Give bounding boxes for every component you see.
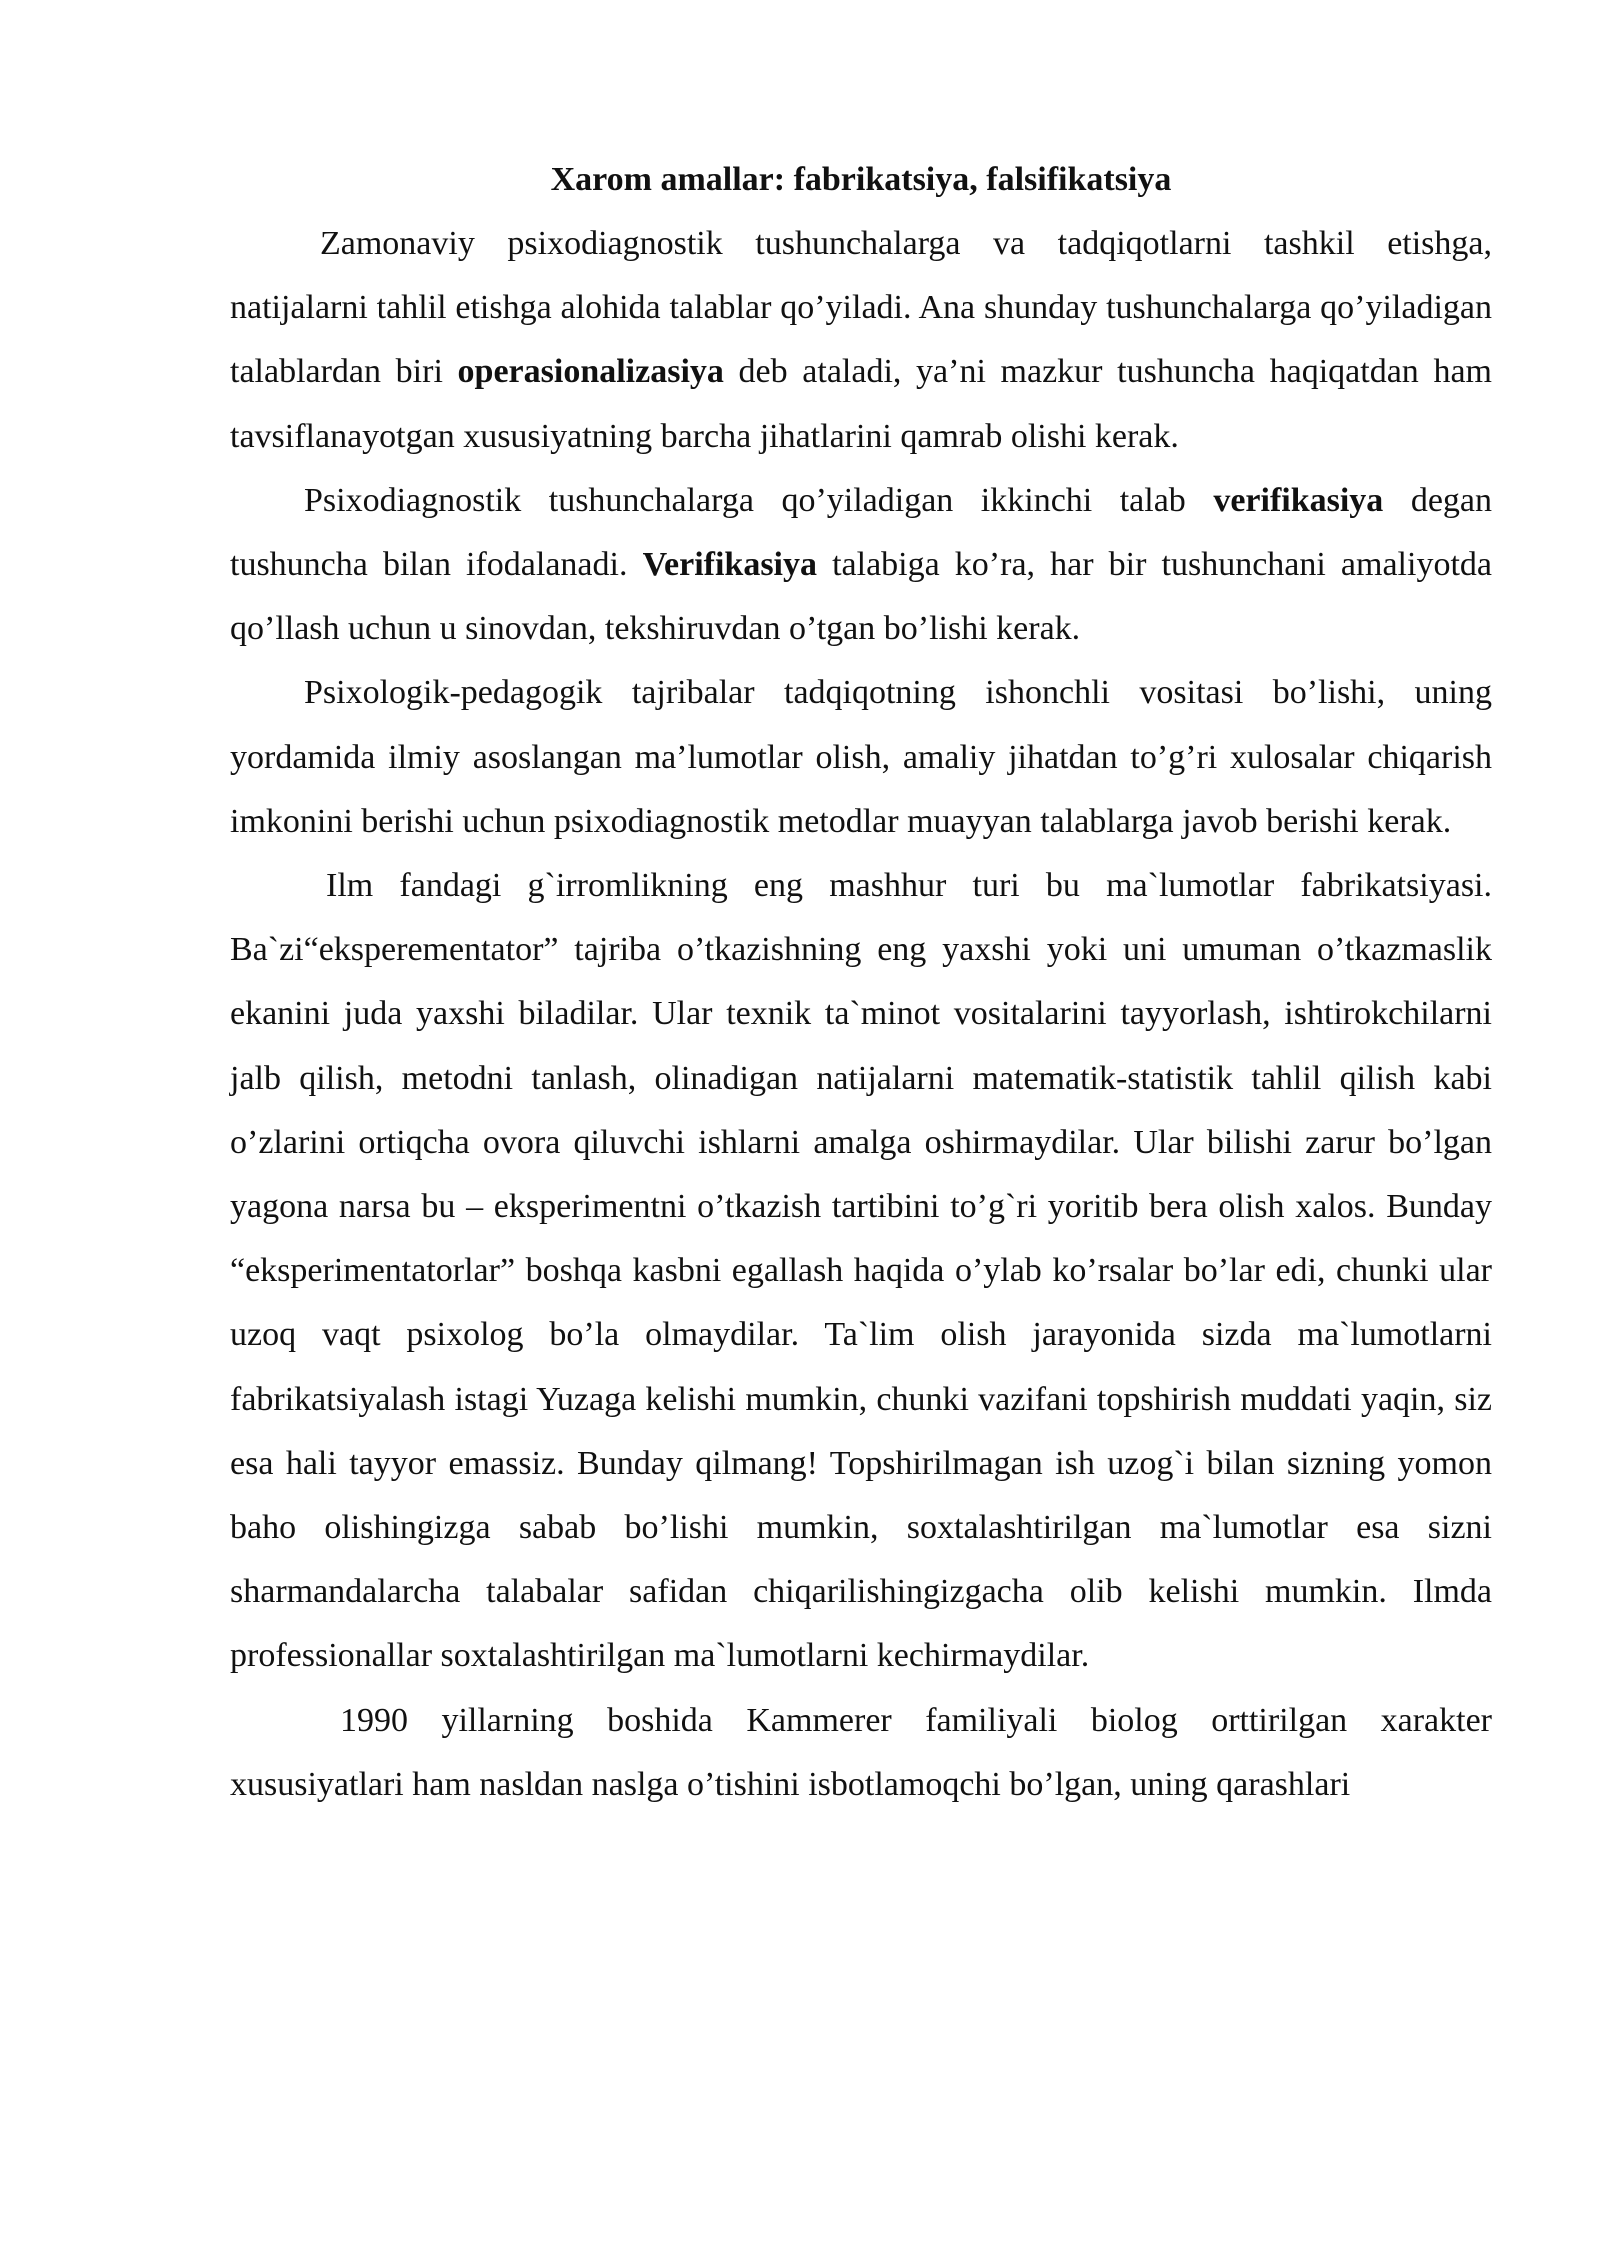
paragraph-requirements: Psixologik-pedagogik tajribalar tadqiqotning ishonchli vositasi bo’lishi, uning yordamida ilmiy asoslangan ma’lumotlar olish, amaliy jihatdan to’g’ri xulosalar chiqarish imkonini berishi uchun psixodiagnostik metodlar muayyan talablarga javob berishi kerak.: [230, 674, 1492, 840]
paragraph-text: deb ataladi, ya’ni mazkur tushuncha haqiqatdan ham tavsiflanayotgan xususiyatning barcha jihatlarini qamrab olishi kerak.: [230, 353, 1492, 455]
paragraph-text: talabiga ko’ra, har bir tushunchani amaliyotda qo’llash uchun u sinovdan, tekshiruvdan o’tgan bo’lishi kerak.: [230, 546, 1492, 648]
paragraph-verification: [230, 469, 1492, 662]
term-verifikasiya: verifikasiya: [1213, 481, 1384, 519]
paragraph-text: Zamonaviy psixodiagnostik tushunchalarga va tadqiqotlarni tashkil etishga, natijalarni tahlil etishga alohida talablar qo’yiladi. Ana shunday tushunchalarga qo’yiladigan talablardan biri: [230, 225, 1492, 391]
paragraph-text: degan tushuncha bilan ifodalanadi.: [230, 481, 1492, 584]
term-verifikasiya-second: Verifikasiya: [642, 546, 817, 584]
document-body: [230, 148, 1492, 1817]
paragraph-fabrication: Ilm fandagi g`irromlikning eng mashhur turi bu ma`lumotlar fabrikatsiyasi. Ba`zi“eksperementator” tajriba o’tkazishning eng yaxshi yoki uni umuman o’tkazmaslik ekanini juda yaxshi biladilar. Ular texnik ta`minot vositalarini tayyorlash, ishtirokchilarni jalb qilish, metodni tanlash, olinadigan natijalarni matematik-statistik tahlil qilish kabi o’zlarini ortiqcha ovora qiluvchi ishlarni amalga oshirmaydilar. Ular bilishi zarur bo’lgan yagona narsa bu – eksperimentni o’tkazish tartibini to’g`ri yoritib bera olish xalos. Bunday “eksperimentatorlar” boshqa kasbni egallash haqida o’ylab ko’rsalar bo’lar edi, chunki ular uzoq vaqt psixolog bo’la olmaydilar. Ta`lim olish jarayonida sizda ma`lumotlarni fabrikatsiyalash istagi Yuzaga kelishi mumkin, chunki vazifani topshirish muddati yaqin, siz esa hali tayyor emassiz. Bunday qilmang! Topshirilmagan ish uzog`i bilan sizning yomon baho olishingizga sabab bo’lishi mumkin, soxtalashtirilgan ma`lumotlar esa sizni sharmandalarcha talabalar safidan chiqarilishingizgacha olib kelishi mumkin. Ilmda professionallar soxtalashtirilgan ma`lumotlarni kechirmaydilar.: [230, 867, 1492, 1675]
document-title: Xarom amallar: fabrikatsiya, falsifikatsiya: [550, 161, 1172, 198]
paragraph-kammerer: 1990 yillarning boshida Kammerer familiyali biolog orttirilgan xarakter xususiyatlari ham nasldan naslga o’tishini isbotlamoqchi bo’lgan, uning qarashlari: [230, 1701, 1492, 1803]
paragraph-text: Psixodiagnostik tushunchalarga qo’yiladigan ikkinchi talab: [304, 481, 1214, 519]
paragraph-operationalization: [230, 212, 1492, 469]
term-operasionalizasiya: operasionalizasiya: [457, 353, 724, 391]
